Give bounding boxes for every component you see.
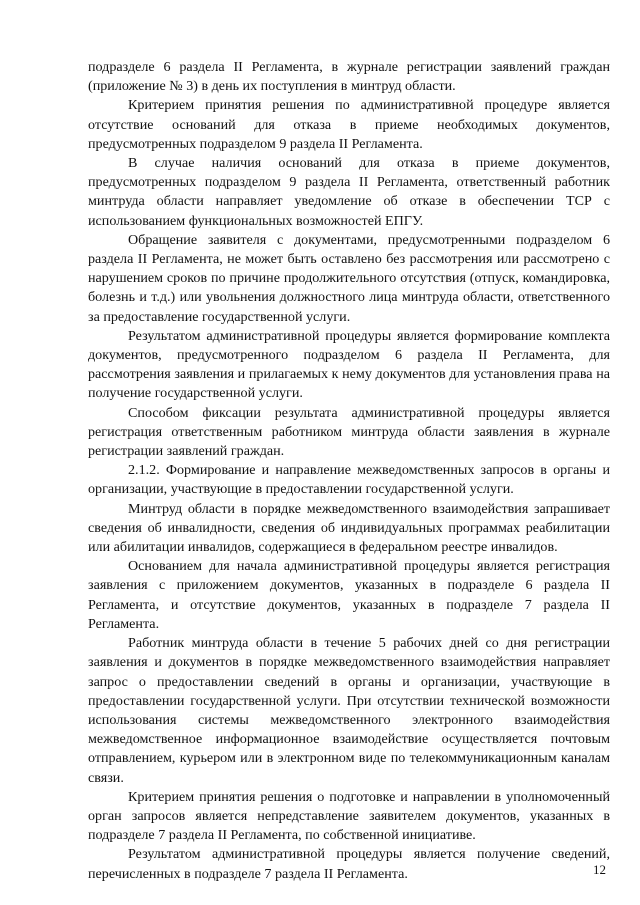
paragraph-ministry-requests: Минтруд области в порядке межведомственного взаимодействия запрашивает сведения об инвалидности, сведения об индивидуальных программах реабилитации или абилитации инвалидов, содержащиеся в федеральном реестре инвалидов. [88, 500, 610, 556]
paragraph-continuation: подразделе 6 раздела II Регламента, в журнале регистрации заявлений граждан (приложение № 3) в день их поступления в минтруд области. [88, 59, 610, 95]
page-number: 12 [593, 862, 606, 877]
paragraph-fixation-method: Способом фиксации результата административной процедуры является регистрация ответственным работником минтруда области заявления в журнале регистрации заявлений граждан. [88, 404, 610, 460]
paragraph-applicant-appeal: Обращение заявителя с документами, предусмотренными подразделом 6 раздела II Регламента, не может быть оставлено без рассмотрения или рассмотрено с нарушением сроков по причине продолжительного отсутствия (отпуск, командировка, болезнь и т.д.) или увольнения должностного лица минтруда области, ответственного за предоставление государственной услуги. [88, 231, 610, 325]
paragraph-decision-criterion: Критерием принятия решения по административной процедуре является отсутствие оснований для отказа в приеме необходимых документов, предусмотренных подразделом 9 раздела II Регламента. [88, 97, 610, 152]
paragraph-procedure-basis: Основанием для начала административной процедуры является регистрация заявления с приложением документов, указанных в подразделе 6 раздела II Регламента, и отсутствие документов, указанных в подразделе 7 раздела II Регламента. [88, 558, 610, 632]
paragraph-request-criterion: Критерием принятия решения о подготовке и направлении в уполномоченный орган запросов является непредставление заявителем документов, указанных в подразделе 7 раздела II Регламента, по собственной инициативе. [88, 788, 610, 844]
paragraph-refusal-case: В случае наличия оснований для отказа в приеме документов, предусмотренных подразделом 9 раздела II Регламента, ответственный работник минтруда области направляет уведомление об отказе в обеспечении ТСР с использованием функциональных возможностей ЕПГУ. [88, 155, 610, 229]
paragraph-procedure-result: Результатом административной процедуры является формирование комплекта документов, предусмотренного подразделом 6 раздела II Регламента, для рассмотрения заявления и прилагаемых к нему документов для установления права на получение государственной услуги. [88, 327, 610, 402]
paragraph-worker-request: Работник минтруда области в течение 5 рабочих дней со дня регистрации заявления и документов в порядке межведомственного взаимодействия направляет запрос о предоставлении сведений в органы и организации, участвующие в предоставлении государственной услуги. При отсутствии технической возможности использования системы межведомственного электронного взаимодействия межведомственное информационное взаимодействие осуществляется почтовым отправлением, курьером или в электронном виде по телекоммуникационным каналам связи. [88, 635, 610, 786]
document-page [88, 58, 610, 884]
paragraph-section-2-1-2: 2.1.2. Формирование и направление межведомственных запросов в органы и организации, участвующие в предоставлении государственной услуги. [88, 462, 610, 498]
paragraph-request-result: Результатом административной процедуры является получение сведений, перечисленных в подразделе 7 раздела II Регламента. [88, 846, 610, 882]
